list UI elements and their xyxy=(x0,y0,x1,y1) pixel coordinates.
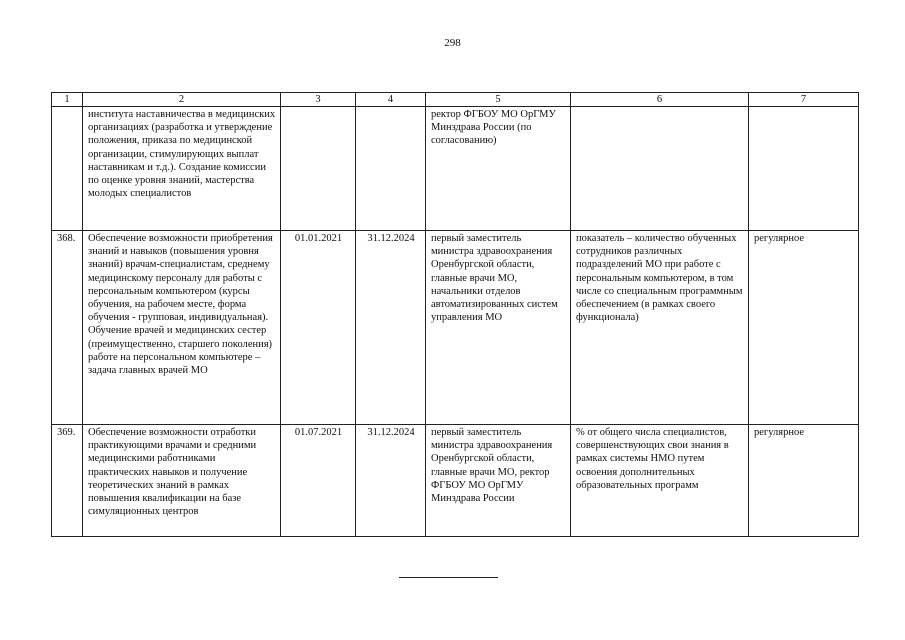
header-row xyxy=(52,93,859,107)
end-date-cell xyxy=(356,107,426,231)
frequency-cell xyxy=(749,107,859,231)
footnote-separator xyxy=(399,577,498,578)
table-row xyxy=(52,231,859,425)
row-number: 368. xyxy=(52,231,83,425)
row-number xyxy=(52,107,83,231)
responsible-cell: ректор ФГБОУ МО ОрГМУ Минздрава России (по согласованию) xyxy=(426,107,571,231)
responsible-cell: первый заместитель министра здравоохранения Оренбургской области, главные врачи МО, ректор ФГБОУ МО ОрГМУ Минздрава России xyxy=(426,425,571,537)
column-header: 3 xyxy=(281,93,356,107)
measure-cell: Обеспечение возможности отработки практикующими врачами и средними медицинскими работниками практических навыков и получение теоретических знаний в рамках повышения квалификации на базе симуляционных центров xyxy=(83,425,281,537)
frequency-cell: регулярное xyxy=(749,425,859,537)
table-row xyxy=(52,107,859,231)
column-header: 5 xyxy=(426,93,571,107)
column-header: 6 xyxy=(571,93,749,107)
indicator-cell: показатель – количество обученных сотрудников различных подразделений МО при работе с персональным компьютером, в том числе со специальным программным обеспечением (в рамках своего функционала) xyxy=(571,231,749,425)
column-header: 4 xyxy=(356,93,426,107)
plan-table xyxy=(51,92,859,537)
column-header: 7 xyxy=(749,93,859,107)
column-header: 2 xyxy=(83,93,281,107)
start-date-cell xyxy=(281,107,356,231)
end-date-cell: 31.12.2024 xyxy=(356,231,426,425)
table-row xyxy=(52,425,859,537)
indicator-cell: % от общего числа специалистов, совершенствующих свои знания в рамках системы НМО путем освоения дополнительных образовательных программ xyxy=(571,425,749,537)
row-number: 369. xyxy=(52,425,83,537)
end-date-cell: 31.12.2024 xyxy=(356,425,426,537)
responsible-cell: первый заместитель министра здравоохранения Оренбургской области, главные врачи МО, начальники отделов автоматизированных систем управления МО xyxy=(426,231,571,425)
indicator-cell xyxy=(571,107,749,231)
frequency-cell: регулярное xyxy=(749,231,859,425)
page-number: 298 xyxy=(444,37,461,49)
measure-cell: Обеспечение возможности приобретения знаний и навыков (повышения уровня знаний) врачам-специалистам, среднему медицинскому персоналу для работы с персональным компьютером (курсы обучения, на рабочем месте, форма обучения - групповая, индивидуальная). Обучение врачей и медицинских сестер (преимущественно, старшего поколения) работе на персональном компьютере – задача главных врачей МО xyxy=(83,231,281,425)
measure-cell: института наставничества в медицинских организациях (разработка и утверждение положения, приказа по медицинской организации, стимулирующих выплат наставникам и т.д.). Создание комиссии по оценке уровня знаний, мастерства молодых специалистов xyxy=(83,107,281,231)
start-date-cell: 01.01.2021 xyxy=(281,231,356,425)
column-header: 1 xyxy=(52,93,83,107)
start-date-cell: 01.07.2021 xyxy=(281,425,356,537)
